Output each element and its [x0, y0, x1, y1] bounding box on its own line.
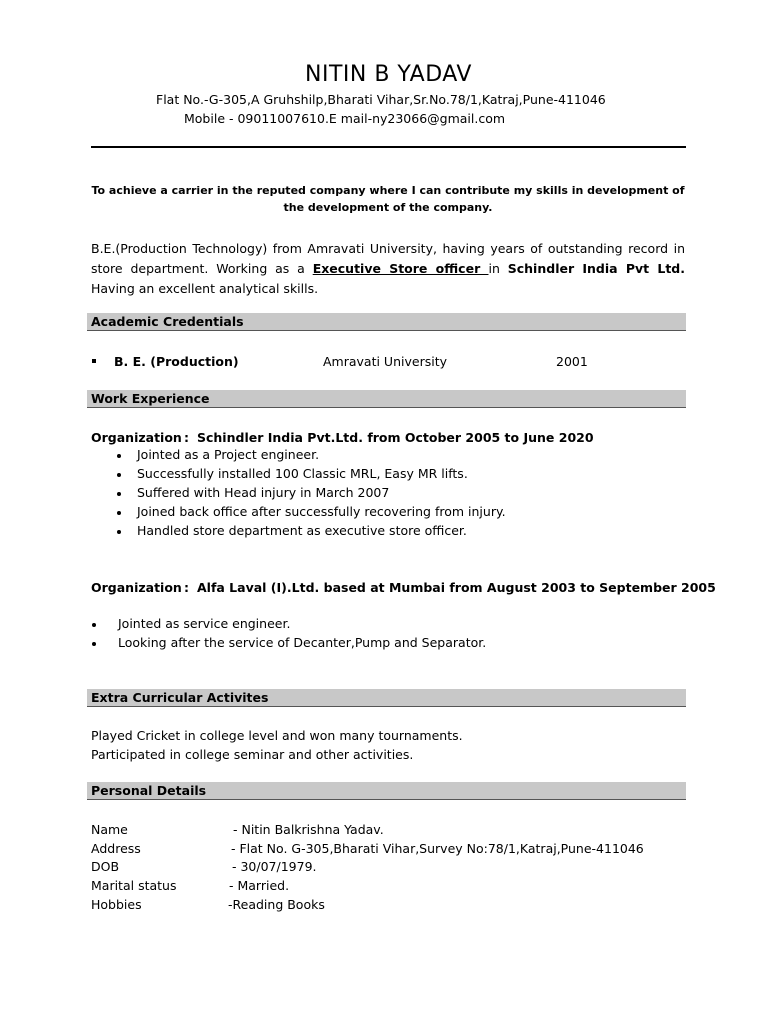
personal-label-name: Name	[91, 822, 128, 837]
header-divider	[91, 146, 686, 148]
bullet-icon	[117, 454, 121, 458]
university: Amravati University	[323, 354, 447, 369]
org1-item: Handled store department as executive store officer.	[137, 523, 467, 538]
org1-item: Suffered with Head injury in March 2007	[137, 485, 390, 500]
org1-title: Schindler India Pvt.Ltd. from October 2005 to June 2020	[197, 430, 594, 445]
personal-value-address: - Flat No. G-305,Bharati Vihar,Survey No:78/1,Katraj,Pune-411046	[231, 841, 644, 856]
org1-item: Jointed as a Project engineer.	[137, 447, 320, 462]
section-work: Work Experience	[87, 390, 686, 408]
bullet-icon	[92, 623, 96, 627]
summary-paragraph	[91, 239, 685, 299]
contact-line: Mobile - 09011007610.E mail-ny23066@gmail.com	[184, 111, 506, 126]
bullet-icon	[117, 511, 121, 515]
org2-title: Alfa Laval (I).Ltd. based at Mumbai from August 2003 to September 2005	[197, 580, 716, 595]
personal-value-marital: - Married.	[229, 878, 290, 893]
org1-label: Organization	[91, 430, 182, 445]
summary-part2: in	[488, 261, 508, 276]
summary-part1: B.E.(Production Technology) from Amravati University, having years of outstanding record in store department. Working as a	[91, 241, 685, 276]
address-line: Flat No.-G-305,A Gruhshilp,Bharati Vihar,Sr.No.78/1,Katraj,Pune-411046	[156, 92, 606, 107]
org1-item: Joined back office after successfully recovering from injury.	[137, 504, 506, 519]
org2-label: Organization	[91, 580, 182, 595]
candidate-name: NITIN B YADAV	[305, 62, 472, 87]
org2-item: Looking after the service of Decanter,Pump and Separator.	[118, 635, 487, 650]
bullet-icon	[92, 642, 96, 646]
section-academic: Academic Credentials	[87, 313, 686, 331]
section-extra: Extra Curricular Activites	[87, 689, 686, 707]
extra-line: Played Cricket in college level and won many tournaments.	[91, 728, 463, 743]
personal-value-dob: - 30/07/1979.	[232, 859, 317, 874]
personal-value-hobbies: -Reading Books	[228, 897, 325, 912]
org1-separator: :	[184, 430, 189, 445]
personal-label-hobbies: Hobbies	[91, 897, 142, 912]
org2-item: Jointed as service engineer.	[118, 616, 291, 631]
personal-label-address: Address	[91, 841, 141, 856]
objective-text: To achieve a carrier in the reputed company where I can contribute my skills in development of the development of the company.	[91, 184, 685, 214]
org1-item: Successfully installed 100 Classic MRL, Easy MR lifts.	[137, 466, 468, 481]
summary-part3: Having an excellent analytical skills.	[91, 281, 319, 296]
bullet-icon	[117, 492, 121, 496]
summary-company: Schindler India Pvt Ltd.	[507, 261, 685, 276]
bullet-icon	[117, 530, 121, 534]
personal-label-marital: Marital status	[91, 878, 177, 893]
bullet-icon	[117, 473, 121, 477]
degree: B. E. (Production)	[114, 354, 239, 369]
square-bullet-icon	[92, 359, 96, 363]
personal-label-dob: DOB	[91, 859, 120, 874]
extra-line: Participated in college seminar and other activities.	[91, 747, 414, 762]
summary-role: Executive Store officer	[312, 261, 489, 276]
org2-separator: :	[184, 580, 189, 595]
section-personal: Personal Details	[87, 782, 686, 800]
personal-value-name: - Nitin Balkrishna Yadav.	[233, 822, 384, 837]
graduation-year: 2001	[556, 354, 588, 369]
